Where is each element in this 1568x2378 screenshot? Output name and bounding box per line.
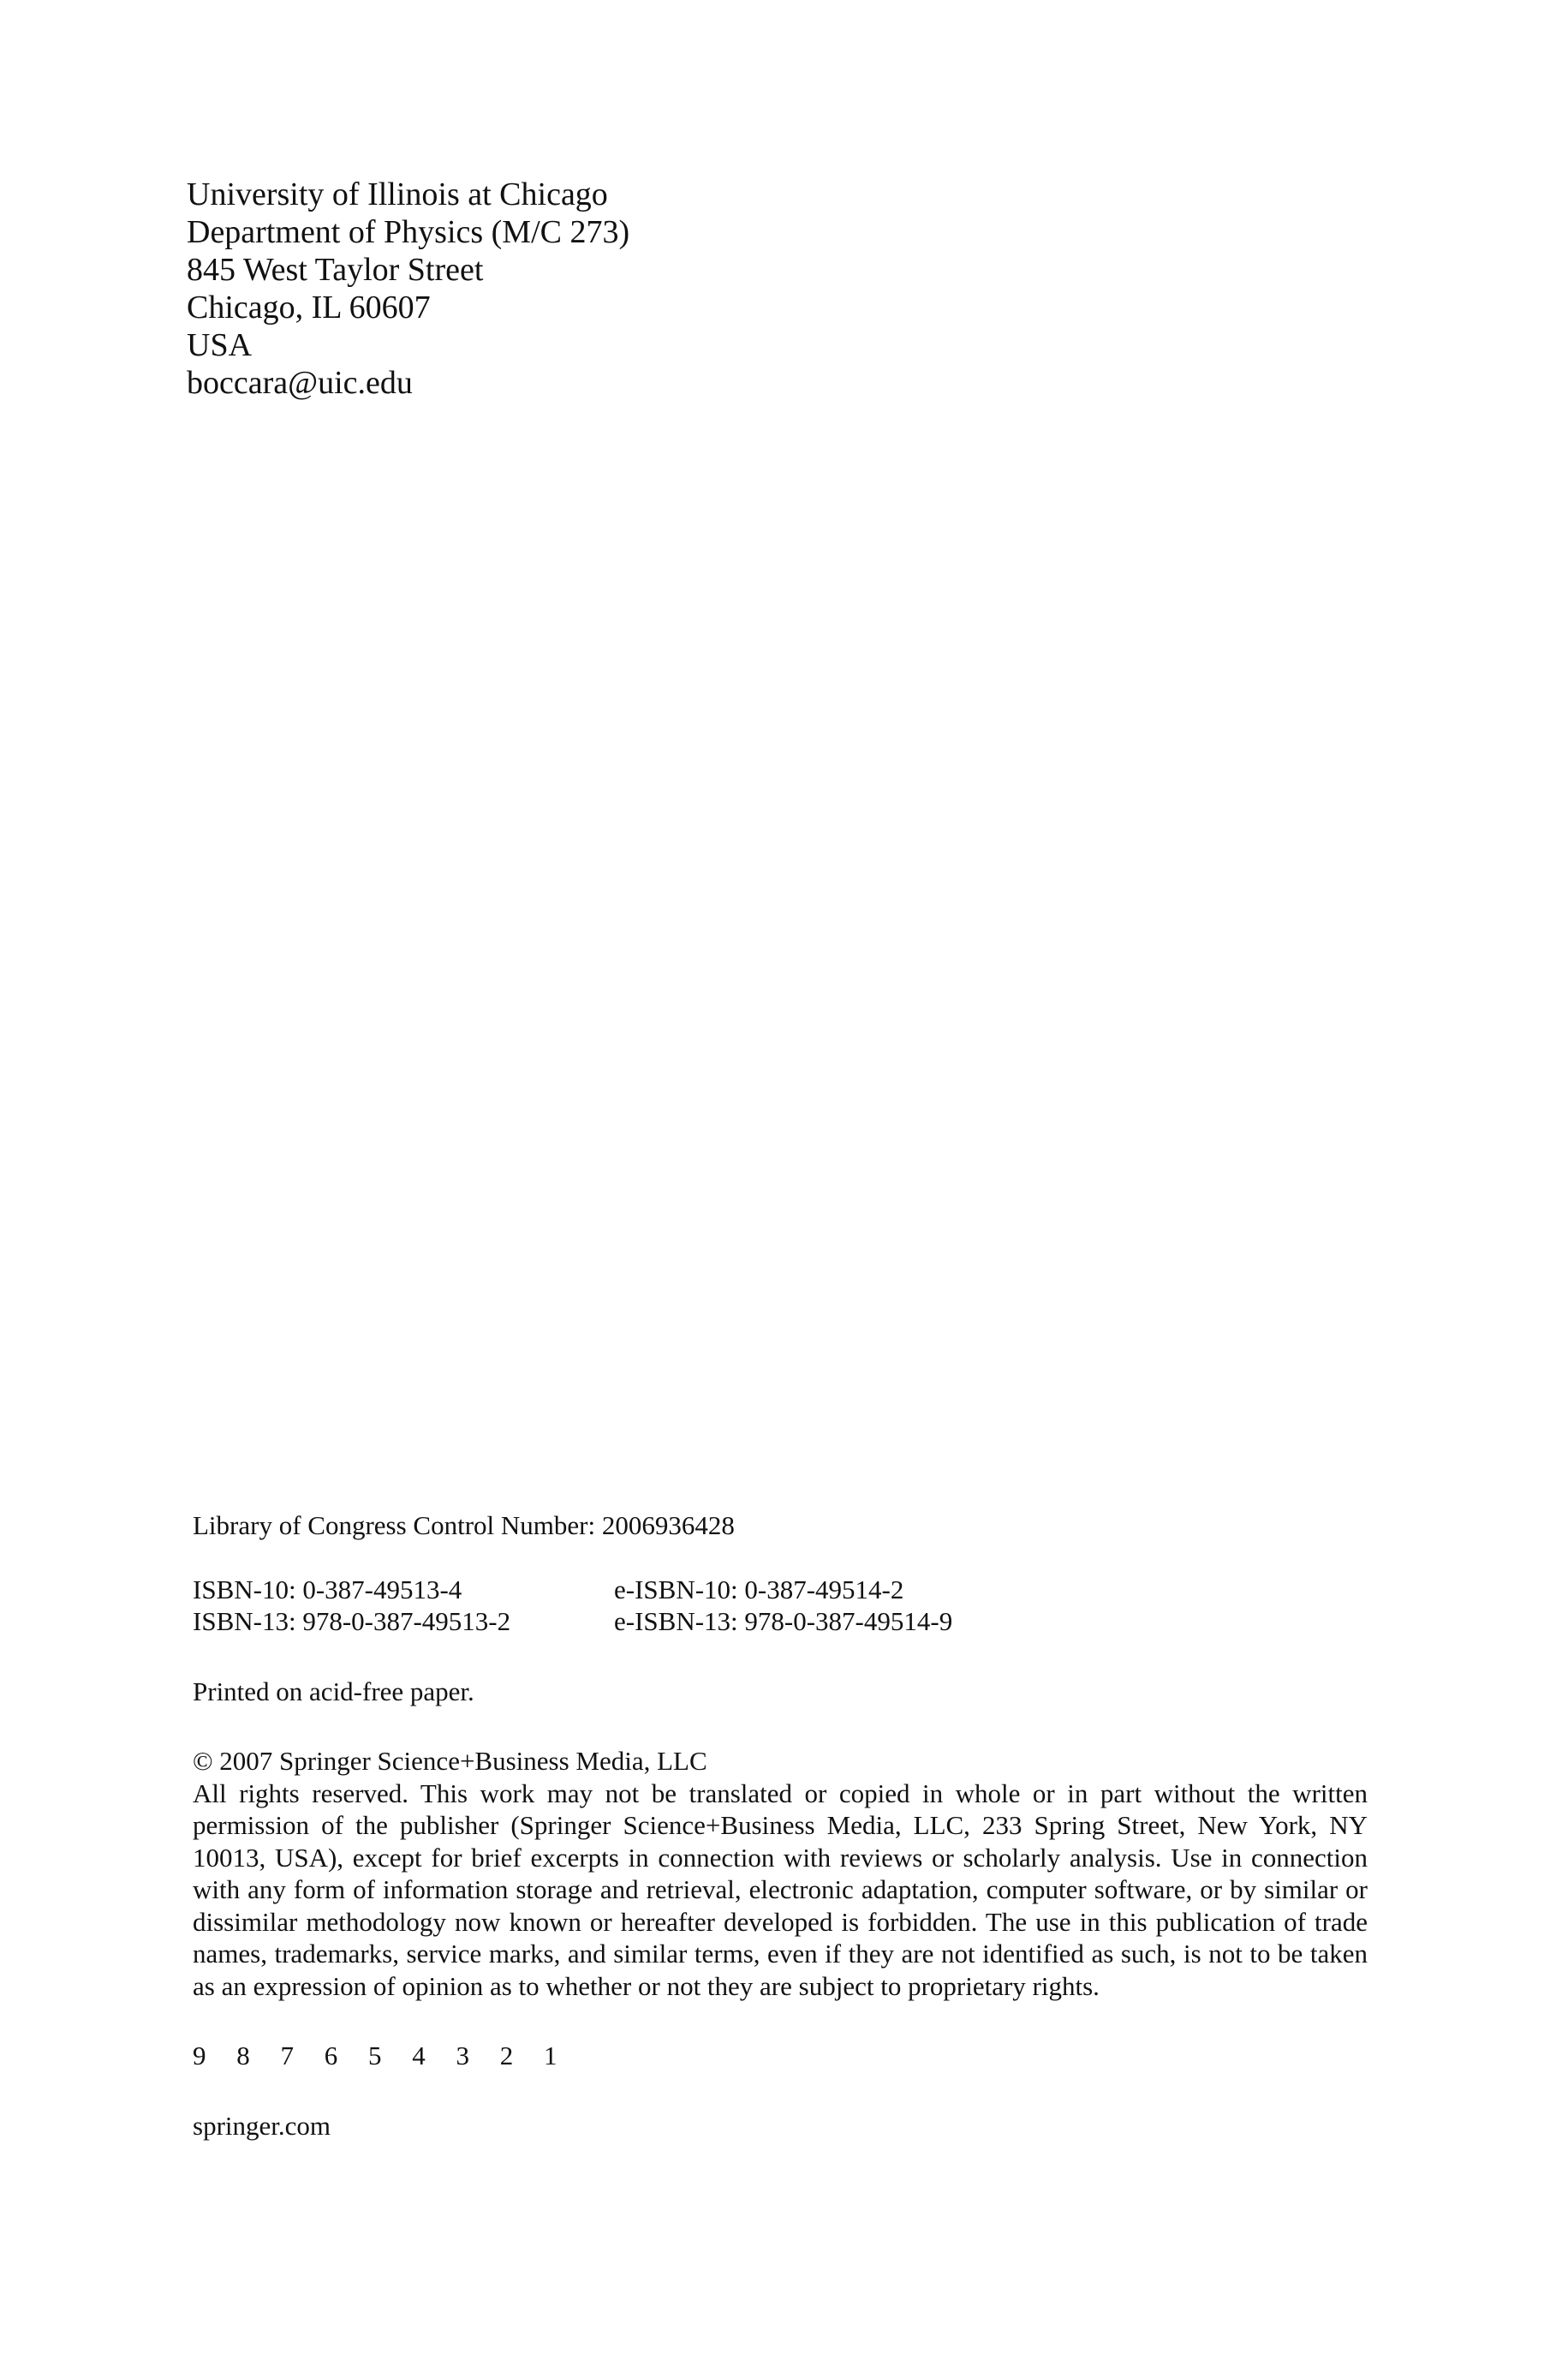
e-isbn-10: e-ISBN-10: 0-387-49514-2 — [614, 1574, 904, 1604]
lccn-line: Library of Congress Control Number: 2006936428 — [193, 1510, 735, 1540]
isbn-10: ISBN-10: 0-387-49513-4 — [193, 1574, 462, 1604]
address-country: USA — [187, 327, 253, 363]
author-address — [187, 176, 629, 402]
address-department: Department of Physics (M/C 273) — [187, 214, 630, 250]
copyright-line: © 2007 Springer Science+Business Media, LLC — [193, 1746, 707, 1776]
copyright-imprint — [193, 1509, 1368, 2142]
isbn-13: ISBN-13: 978-0-387-49513-2 — [193, 1606, 511, 1636]
acid-free-note: Printed on acid-free paper. — [193, 1676, 474, 1706]
printing-line: 9 8 7 6 5 4 3 2 1 — [193, 2040, 569, 2070]
address-email: boccara@uic.edu — [187, 365, 413, 401]
publisher-website: springer.com — [193, 2110, 331, 2141]
address-institution: University of Illinois at Chicago — [187, 176, 608, 212]
rights-statement: All rights reserved. This work may not be translated or copied in whole or in part without the written permission of the publisher (Springer Science+Business Media, LLC, 233 Spring Street, New York, NY 10013, USA), except for brief excerpts in connection with reviews or scholarly analysis. Use in connection with any form of information storage and retrieval, electronic adaptation, computer software, or by similar or dissimilar methodology now known or hereafter developed is forbidden. The use in this publication of trade names, trademarks, service marks, and similar terms, even if they are not identified as such, is not to be taken as an expression of opinion as to whether or not they are subject to proprietary rights. — [193, 1778, 1368, 2001]
address-street: 845 West Taylor Street — [187, 252, 484, 288]
e-isbn-13: e-ISBN-13: 978-0-387-49514-9 — [614, 1606, 953, 1636]
address-city: Chicago, IL 60607 — [187, 290, 431, 326]
isbn-table — [193, 1574, 1368, 1638]
